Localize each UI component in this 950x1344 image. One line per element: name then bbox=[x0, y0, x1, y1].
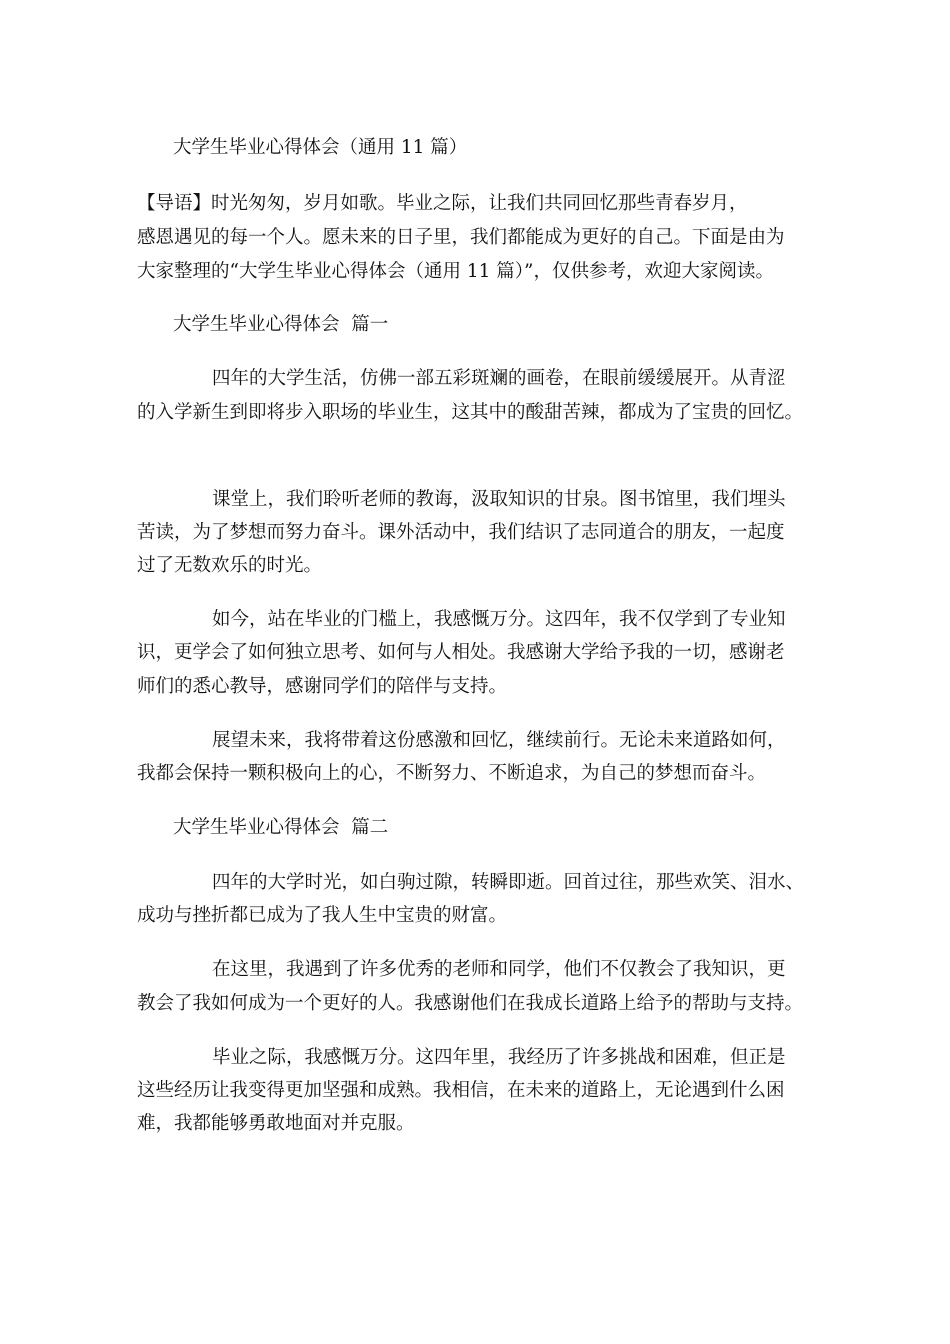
paragraph-line: 四年的大学时光，如白驹过隙，转瞬即逝。回首过往，那些欢笑、泪水、 bbox=[212, 872, 805, 893]
paragraph-line: 成功与挫折都已成为了我人生中宝贵的财富。 bbox=[137, 905, 508, 926]
paragraph-line: 如今，站在毕业的门槛上，我感慨万分。这四年，我不仅学到了专业知 bbox=[212, 609, 786, 630]
paragraph-line: 在这里，我遇到了许多优秀的老师和同学，他们不仅教会了我知识，更 bbox=[212, 959, 786, 980]
paragraph-line: 课堂上，我们聆听老师的教诲，汲取知识的甘泉。图书馆里，我们埋头 bbox=[212, 489, 786, 510]
paragraph-line: 展望未来，我将带着这份感激和回忆，继续前行。无论未来道路如何， bbox=[212, 730, 786, 751]
paragraph-line: 我都会保持一颗积极向上的心，不断努力、不断追求，为自己的梦想而奋斗。 bbox=[137, 763, 767, 784]
paragraph-line: 这些经历让我变得更加坚强和成熟。我相信，在未来的道路上，无论遇到什么困 bbox=[137, 1080, 785, 1101]
document-title: 大学生毕业心得体会（通用 11 篇） bbox=[173, 137, 468, 158]
paragraph-line: 苦读，为了梦想而努力奋斗。课外活动中，我们结识了志同道合的朋友，一起度 bbox=[137, 522, 785, 543]
paragraph-line: 识，更学会了如何独立思考、如何与人相处。我感谢大学给予我的一切，感谢老 bbox=[137, 642, 785, 663]
intro-line: 大家整理的“大学生毕业心得体会（通用 11 篇）”，仅供参考，欢迎大家阅读。 bbox=[137, 261, 774, 282]
paragraph-line: 过了无数欢乐的时光。 bbox=[137, 555, 323, 576]
paragraph-line: 的入学新生到即将步入职场的毕业生，这其中的酸甜苦辣，都成为了宝贵的回忆。 bbox=[137, 402, 804, 423]
section-heading-1: 大学生毕业心得体会 篇一 bbox=[173, 314, 389, 335]
paragraph-line: 四年的大学生活，仿佛一部五彩斑斓的画卷，在眼前缓缓展开。从青涩 bbox=[212, 368, 786, 389]
paragraph-line: 难，我都能够勇敢地面对并克服。 bbox=[137, 1113, 415, 1134]
paragraph-line: 师们的悉心教导，感谢同学们的陪伴与支持。 bbox=[137, 676, 508, 697]
paragraph-line: 教会了我如何成为一个更好的人。我感谢他们在我成长道路上给予的帮助与支持。 bbox=[137, 993, 804, 1014]
paragraph-line: 毕业之际，我感慨万分。这四年里，我经历了许多挑战和困难，但正是 bbox=[212, 1047, 786, 1068]
intro-line: 【导语】时光匆匆，岁月如歌。毕业之际，让我们共同回忆那些青春岁月， bbox=[137, 193, 748, 214]
section-heading-2: 大学生毕业心得体会 篇二 bbox=[173, 817, 389, 838]
intro-line: 感恩遇见的每一个人。愿未来的日子里，我们都能成为更好的自己。下面是由为 bbox=[137, 227, 785, 248]
